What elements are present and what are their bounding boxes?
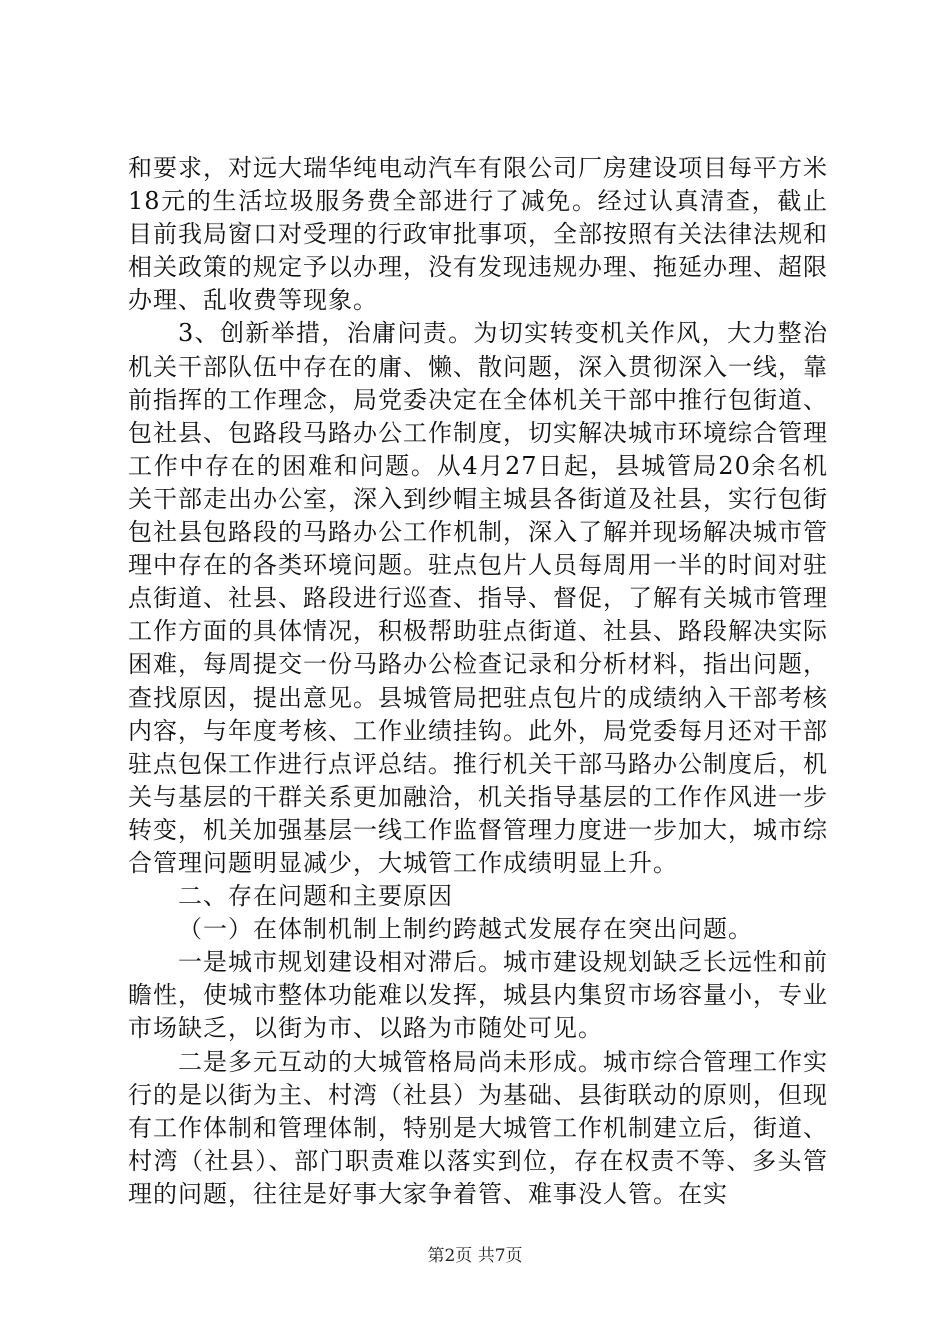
page-footer bbox=[0, 1244, 950, 1268]
page-number: 第2页 共7页 bbox=[427, 1246, 523, 1266]
paragraph-planning: 一是城市规划建设相对滞后。城市建设规划缺乏长远性和前瞻性，使城市整体功能难以发挥，城县内集贸市场容量小，专业市场缺乏，以街为市、以路为市随处可见。 bbox=[128, 948, 828, 1043]
document-body bbox=[128, 152, 828, 1211]
paragraph-continued: 和要求，对远大瑞华纯电动汽车有限公司厂房建设项目每平方米18元的生活垃圾服务费全部进行了减免。经过认真清查，截止目前我局窗口对受理的行政审批事项，全部按照有关法律法规和相关政策的规定予以办理，没有发现违规办理、拖延办理、超限办理、乱收费等现象。 bbox=[128, 154, 828, 315]
paragraph-innovation: 3、创新举措，治庸问责。为切实转变机关作风，大力整治机关干部队伍中存在的庸、懒、散问题，深入贯彻深入一线，靠前指挥的工作理念，局党委决定在全体机关干部中推行包街道、包社县、包路段马路办公工作制度，切实解决城市环境综合管理工作中存在的困难和问题。从4月27日起，县城管局20余名机关干部走出办公室，深入到纱帽主城县各街道及社县，实行包街包社县包路段的马路办公工作机制，深入了解并现场解决城市管理中存在的各类环境问题。驻点包片人员每周用一半的时间对驻点街道、社县、路段进行巡查、指导、督促，了解有关城市管理工作方面的具体情况，积极帮助驻点街道、社县、路段解决实际困难，每周提交一份马路办公检查记录和分析材料，指出问题，查找原因，提出意见。县城管局把驻点包片的成绩纳入干部考核内容，与年度考核、工作业绩挂钩。此外，局党委每月还对干部驻点包保工作进行点评总结。推行机关干部马路办公制度后，机关与基层的干群关系更加融洽，机关指导基层的工作作风进一步转变，机关加强基层一线工作监督管理力度进一步加大，城市综合管理问题明显减少，大城管工作成绩明显上升。 bbox=[128, 319, 828, 877]
paragraph-management: 二是多元互动的大城管格局尚未形成。城市综合管理工作实行的是以街为主、村湾（社县）为基础、县街联动的原则，但现有工作体制和管理体制，特别是大城管工作机制建立后，街道、村湾（社县）、部门职责难以落实到位，存在权责不等、多头管理的问题，往往是好事大家争着管、难事没人管。在实 bbox=[128, 1047, 828, 1208]
section-heading: 二、存在问题和主要原因 bbox=[178, 882, 453, 911]
subsection-heading: （一）在体制机制上制约跨越式发展存在突出问题。 bbox=[178, 915, 753, 944]
